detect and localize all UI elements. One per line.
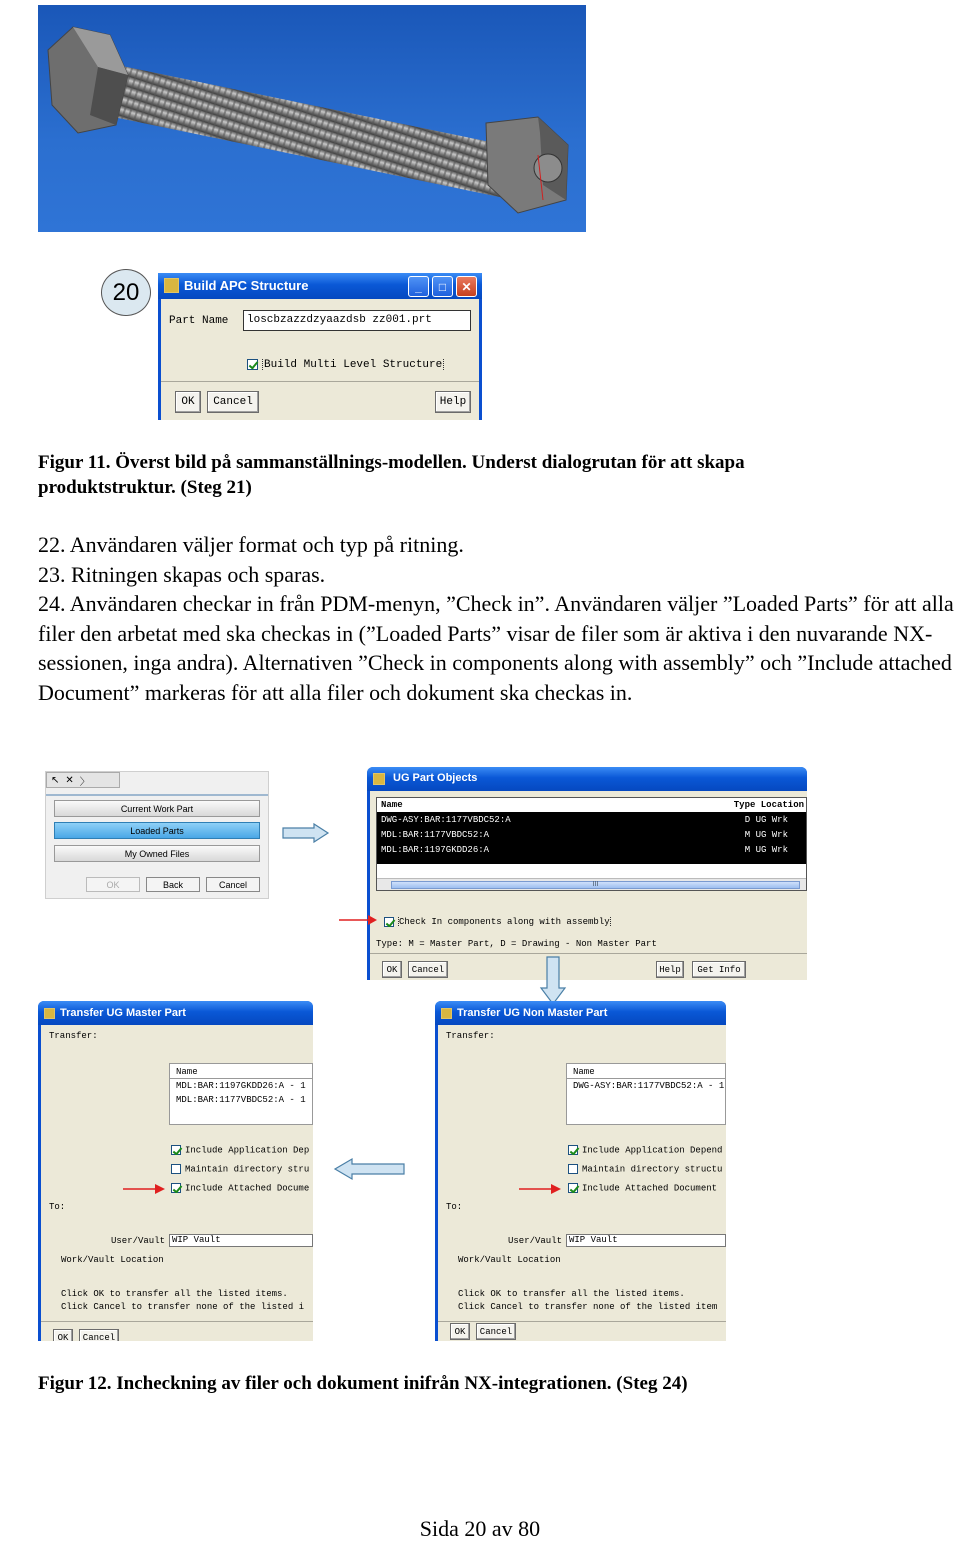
list-item[interactable]: DWG-ASY:BAR:1177VBDC52:A - 1 (573, 1081, 725, 1091)
maintain-directory-label: Maintain directory structu (582, 1164, 723, 1175)
include-attached-doc-label: Include Attached Document (582, 1183, 718, 1194)
info-line-2: Click Cancel to transfer none of the listed i (61, 1302, 305, 1312)
app-icon (44, 1008, 55, 1019)
red-pointer-arrow (518, 1183, 562, 1195)
include-app-dep-label: Include Application Dep (185, 1145, 310, 1156)
cancel-button[interactable]: Cancel (206, 877, 260, 892)
back-button[interactable]: Back (146, 877, 200, 892)
parts-list (376, 797, 807, 891)
include-attached-doc-row[interactable] (568, 1183, 717, 1193)
app-icon (164, 278, 179, 293)
arrow-left-shape (334, 1158, 406, 1180)
maintain-directory-row[interactable] (171, 1164, 309, 1174)
include-app-dep-checkbox[interactable] (568, 1145, 578, 1155)
transfer-non-master-titlebar[interactable] (435, 1001, 726, 1025)
close-icon[interactable]: ✕ (456, 276, 477, 297)
multi-level-checkbox[interactable] (247, 359, 258, 370)
user-vault-label: User/Vault (508, 1236, 563, 1246)
bolt-model-image (38, 5, 586, 232)
cancel-button[interactable]: Cancel (476, 1323, 516, 1340)
close-icon[interactable]: ✕ (65, 774, 74, 786)
transfer-master-title: Transfer UG Master Part (60, 1007, 186, 1019)
work-vault-label: Work/Vault Location (458, 1255, 561, 1265)
include-app-dep-checkbox[interactable] (171, 1145, 181, 1155)
transfer-list (566, 1063, 726, 1125)
check-in-components-row[interactable] (384, 917, 611, 927)
step-number-badge: 20 (101, 269, 151, 316)
chevron-right-icon[interactable]: 〉 (79, 776, 90, 788)
scrollbar-thumb[interactable]: III (391, 881, 800, 889)
arrow-down-shape (540, 956, 566, 1006)
ug-part-objects-titlebar[interactable] (367, 767, 807, 791)
multi-level-checkbox-row[interactable] (247, 359, 444, 371)
app-icon (373, 773, 385, 785)
transfer-list (169, 1063, 313, 1125)
list-item[interactable]: MDL:BAR:1197GKDD26:A (381, 845, 490, 855)
page-footer: Sida 20 av 80 (419, 1516, 541, 1541)
build-apc-title: Build APC Structure (184, 278, 309, 293)
build-apc-dialog (158, 273, 482, 420)
ug-part-objects-title: UG Part Objects (393, 772, 478, 784)
checkin-toolbar (46, 772, 120, 788)
transfer-master-dialog (38, 1001, 313, 1341)
name-column-header[interactable]: Name (176, 1067, 198, 1077)
user-vault-field[interactable]: WIP Vault (566, 1234, 726, 1247)
red-pointer-arrow (338, 914, 378, 926)
cancel-button[interactable]: Cancel (79, 1329, 119, 1341)
transfer-label: Transfer: (49, 1031, 98, 1041)
include-app-dep-row[interactable] (171, 1145, 309, 1155)
help-button[interactable]: Help (435, 391, 471, 413)
work-vault-label: Work/Vault Location (61, 1255, 164, 1265)
part-name-label: Part Name (169, 315, 229, 327)
maintain-directory-checkbox[interactable] (568, 1164, 578, 1174)
to-label: To: (446, 1202, 463, 1212)
app-icon (441, 1008, 452, 1019)
info-line-2: Click Cancel to transfer none of the listed item (458, 1302, 718, 1312)
list-item[interactable]: MDL:BAR:1197GKDD26:A - 1 (176, 1081, 306, 1091)
include-attached-doc-checkbox[interactable] (171, 1183, 181, 1193)
include-attached-doc-row[interactable] (171, 1183, 309, 1193)
ok-button[interactable]: OK (175, 391, 201, 413)
type-location-column-header[interactable]: Type Location (733, 800, 804, 810)
include-app-dep-row[interactable] (568, 1145, 722, 1155)
figure-11-caption: Figur 11. Överst bild på sammanställnings-modellen. Underst dialogrutan för att skapa produktstruktur. (Steg 21) (38, 452, 745, 498)
list-item[interactable]: MDL:BAR:1177VBDC52:A (381, 830, 490, 840)
list-item-type: D UG Wrk (744, 815, 788, 825)
transfer-label: Transfer: (446, 1031, 495, 1041)
info-line-1: Click OK to transfer all the listed items. (458, 1289, 685, 1299)
ok-button[interactable]: OK (450, 1323, 470, 1340)
list-item[interactable]: MDL:BAR:1177VBDC52:A - 1 (176, 1095, 306, 1105)
transfer-non-master-body (438, 1025, 726, 1341)
maintain-directory-row[interactable] (568, 1164, 722, 1174)
include-attached-doc-checkbox[interactable] (568, 1183, 578, 1193)
to-label: To: (49, 1202, 66, 1212)
type-legend: Type: M = Master Part, D = Drawing - Non Master Part (376, 939, 657, 949)
maintain-directory-label: Maintain directory stru (185, 1164, 310, 1175)
checkin-menu-panel (45, 771, 269, 899)
loaded-parts-button[interactable]: Loaded Parts (54, 822, 260, 839)
list-item[interactable]: DWG-ASY:BAR:1177VBDC52:A (381, 815, 511, 825)
step-list (38, 530, 958, 707)
cancel-button[interactable]: Cancel (207, 391, 259, 413)
ok-button[interactable]: OK (53, 1329, 73, 1341)
arrow-right-shape (282, 823, 330, 843)
step-22: 22. Användaren väljer format och typ på ritning. (38, 532, 464, 557)
my-owned-files-button[interactable]: My Owned Files (54, 845, 260, 862)
transfer-master-titlebar[interactable] (38, 1001, 313, 1025)
cursor-icon[interactable]: ↖ (51, 774, 60, 786)
name-column-header[interactable]: Name (381, 800, 403, 810)
ug-part-objects-dialog (367, 767, 807, 980)
multi-level-label: Build Multi Level Structure (264, 359, 443, 372)
horizontal-scrollbar[interactable] (377, 878, 806, 890)
list-item-type: M UG Wrk (744, 845, 788, 855)
maximize-icon[interactable]: □ (432, 276, 453, 297)
list-item-type: M UG Wrk (744, 830, 788, 840)
bolt-shaft (80, 60, 553, 205)
check-in-components-label: Check In components along with assembly (399, 917, 610, 928)
transfer-non-master-dialog (435, 1001, 726, 1341)
info-line-1: Click OK to transfer all the listed items. (61, 1289, 288, 1299)
name-column-header[interactable]: Name (573, 1067, 595, 1077)
include-attached-doc-label: Include Attached Docume (185, 1183, 310, 1194)
transfer-master-body (41, 1025, 313, 1341)
cancel-button[interactable]: Cancel (408, 961, 448, 978)
step-24: 24. Användaren checkar in från PDM-menyn, ”Check in”. Användaren väljer ”Loaded Parts” för att alla filer den arbetat med ska checkas in (”Loaded Parts” visar de filer som är aktiva i den nuvarande NX-sessionen, inga andra). Alternativen ”Check in components along with assembly” och ”Include attached Document” markeras för att alla filer och dokument ska checkas in. (38, 591, 954, 705)
user-vault-field[interactable]: WIP Vault (169, 1234, 313, 1247)
bolt-drawing (38, 5, 586, 232)
step-23: 23. Ritningen skapas och sparas. (38, 561, 326, 587)
ok-button[interactable]: OK (382, 961, 402, 978)
help-button[interactable]: Help (656, 961, 684, 978)
figure-12-caption: Figur 12. Incheckning av filer och dokument inifrån NX-integrationen. (Steg 24) (38, 1373, 688, 1394)
minimize-icon[interactable]: _ (408, 276, 429, 297)
red-pointer-arrow (122, 1183, 166, 1195)
check-in-components-checkbox[interactable] (384, 917, 394, 927)
part-name-input[interactable]: loscbzazzdzyaazdsb zz001.prt (243, 310, 471, 331)
build-apc-body (161, 299, 479, 420)
user-vault-label: User/Vault (111, 1236, 166, 1246)
ok-button[interactable]: OK (86, 877, 140, 892)
maintain-directory-checkbox[interactable] (171, 1164, 181, 1174)
transfer-non-master-title: Transfer UG Non Master Part (457, 1007, 608, 1019)
ug-part-objects-body (370, 791, 807, 980)
current-work-part-button[interactable]: Current Work Part (54, 800, 260, 817)
include-app-dep-label: Include Application Depend (582, 1145, 723, 1156)
get-info-button[interactable]: Get Info (692, 961, 746, 978)
